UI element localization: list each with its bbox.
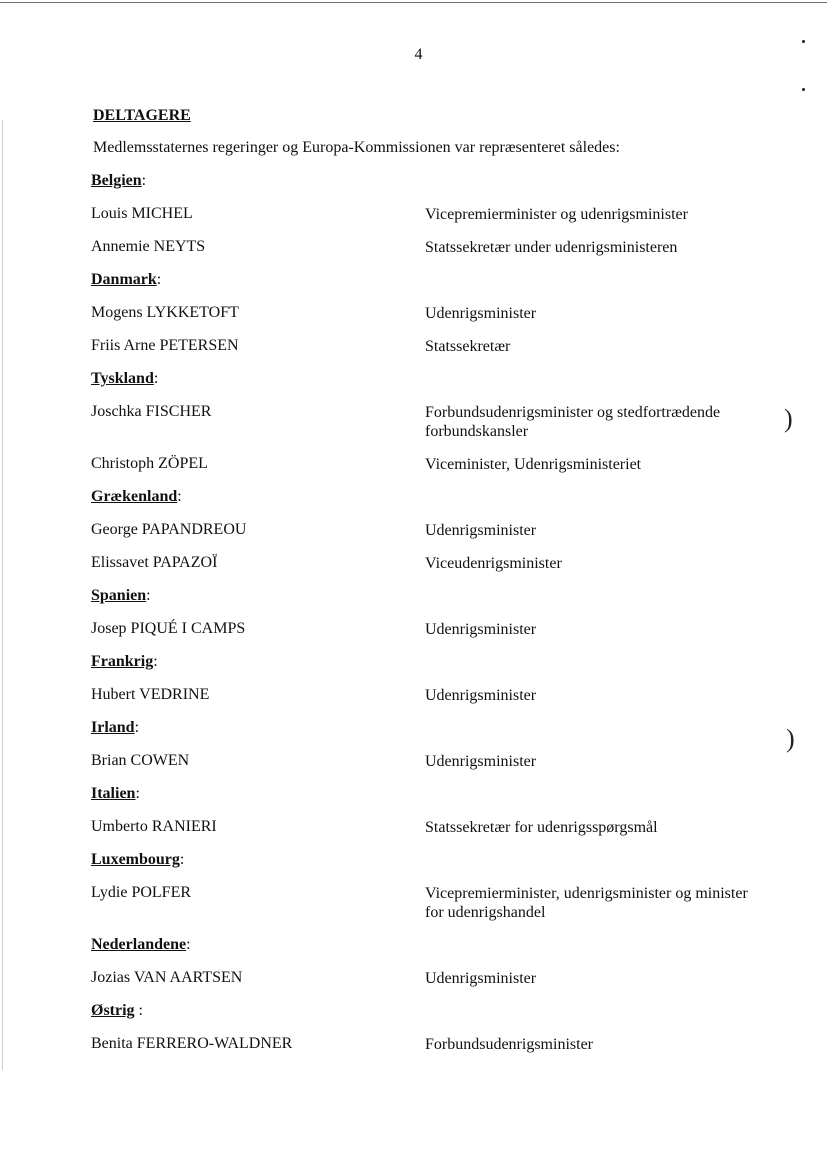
participant-role: Statssekretær xyxy=(425,338,511,355)
country-heading: Tyskland: xyxy=(91,370,159,387)
country-heading: Belgien: xyxy=(91,172,147,189)
participant-name: Joschka FISCHER xyxy=(91,403,212,420)
participant-role: Vicepremierminister og udenrigsminister xyxy=(425,206,688,223)
participant-role: Statssekretær under udenrigsministeren xyxy=(425,239,678,256)
country-heading: Spanien: xyxy=(91,587,151,604)
participant-name: Elissavet PAPAZOÏ xyxy=(91,554,218,571)
participant-role: Vicepremierminister, udenrigsminister og minister for udenrigshandel xyxy=(425,885,748,921)
participant-role: Udenrigsminister xyxy=(425,687,537,704)
participant-name: Friis Arne PETERSEN xyxy=(91,337,239,354)
participant-role: Viceminister, Udenrigsministeriet xyxy=(425,456,642,473)
participant-name: Lydie POLFER xyxy=(91,884,192,901)
country-heading: Luxembourg: xyxy=(91,851,185,868)
country-heading: Østrig : xyxy=(91,1002,143,1019)
participant-name: Hubert VEDRINE xyxy=(91,686,210,703)
country-heading: Irland: xyxy=(91,719,140,736)
country-heading: Nederlandene: xyxy=(91,936,191,953)
scan-speck xyxy=(802,40,805,43)
section-heading: DELTAGERE xyxy=(93,107,191,124)
country-heading: Danmark: xyxy=(91,271,162,288)
binder-hole-mark: ) xyxy=(786,724,795,753)
participant-name: Louis MICHEL xyxy=(91,205,193,222)
participant-role: Statssekretær for udenrigsspørgsmål xyxy=(425,819,658,836)
country-heading: Frankrig: xyxy=(91,653,158,670)
participant-role: Udenrigsminister xyxy=(425,970,537,987)
page-number: 4 xyxy=(414,46,423,63)
participant-role: Forbundsudenrigsminister og stedfortrædende forbundskansler xyxy=(425,404,721,440)
participant-name: Josep PIQUÉ I CAMPS xyxy=(91,620,246,637)
binder-hole-mark: ) xyxy=(784,404,793,433)
country-heading: Italien: xyxy=(91,785,140,802)
participant-name: Umberto RANIERI xyxy=(91,818,217,835)
scan-left-edge xyxy=(2,120,3,1070)
scan-speck xyxy=(802,88,805,91)
participant-name: Jozias VAN AARTSEN xyxy=(91,969,243,986)
participant-role: Udenrigsminister xyxy=(425,753,537,770)
intro-text: Medlemsstaternes regeringer og Europa-Kommissionen var repræsenteret således: xyxy=(93,139,620,156)
participant-role: Forbundsudenrigsminister xyxy=(425,1036,593,1053)
participant-name: Benita FERRERO-WALDNER xyxy=(91,1035,293,1052)
participant-name: George PAPANDREOU xyxy=(91,521,247,538)
participant-role: Udenrigsminister xyxy=(425,621,537,638)
participant-name: Brian COWEN xyxy=(91,752,190,769)
participant-name: Mogens LYKKETOFT xyxy=(91,304,239,321)
country-heading: Grækenland: xyxy=(91,488,182,505)
participant-role: Viceudenrigsminister xyxy=(425,555,562,572)
participant-role: Udenrigsminister xyxy=(425,305,537,322)
participant-role: Udenrigsminister xyxy=(425,522,537,539)
scan-top-edge xyxy=(0,2,827,3)
participant-name: Christoph ZÖPEL xyxy=(91,455,208,472)
participant-name: Annemie NEYTS xyxy=(91,238,206,255)
